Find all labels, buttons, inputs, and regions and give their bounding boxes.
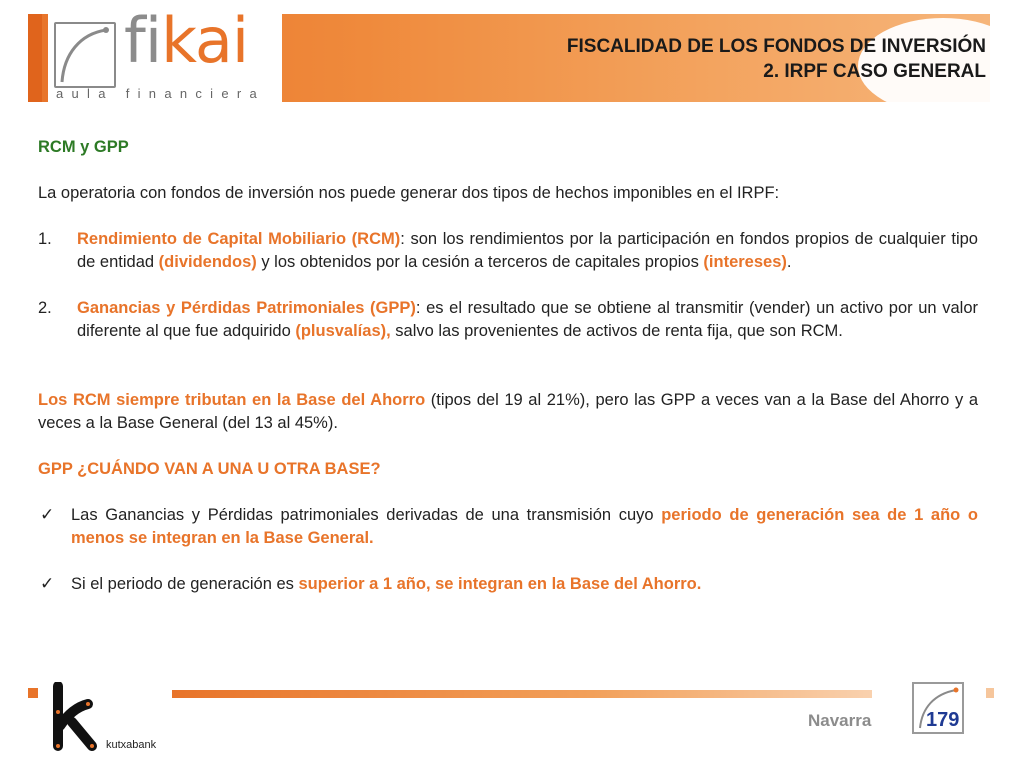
title-line-1: FISCALIDAD DE LOS FONDOS DE INVERSIÓN [566,36,986,57]
logo-subtitle: aula financiera [56,86,266,101]
item-text: : son los rendimientos por la participación en fondos propios de cualquier tipo de entidad [77,230,978,271]
list-item-gpp [38,297,978,343]
footer-tick-right [986,688,994,698]
slide-content [38,136,978,596]
highlight-intereses: (intereses) [703,253,787,271]
kutxabank-k-logo-icon [52,682,104,752]
checkmark-icon: ✓ [40,574,55,594]
check-item-ahorro [38,573,978,596]
list-number: 1. [38,230,52,248]
item-text: : es el resultado que se obtiene al transmitir (vender) un activo por un valor diferente al que fue adquirido [77,299,978,340]
check-item-general [38,504,978,550]
header-stripe [28,14,42,102]
title-line-2: 2. IRPF CASO GENERAL [763,61,986,82]
section-heading: RCM y GPP [38,138,129,156]
question-heading: GPP ¿CUÁNDO VAN A UNA U OTRA BASE? [38,460,381,478]
term-gpp: Ganancias y Pérdidas Patrimoniales (GPP) [77,299,416,317]
rcm-paragraph-text: (tipos del 19 al 21%), pero las GPP a veces van a la Base del Ahorro y a veces a la Base General (del 13 al 45%). [38,391,978,432]
footer-tick-left [28,688,38,698]
page-title [567,34,986,84]
logo-word-orange: kai [161,4,249,77]
region-label: Navarra [808,711,872,730]
rcm-paragraph [38,389,978,435]
check-text: Si el periodo de generación es [71,575,299,593]
highlight-dividendos: (dividendos) [158,253,257,271]
highlight-base-ahorro: superior a 1 año, se integran en la Base del Ahorro. [298,575,702,593]
item-text: y los obtenidos por la cesión a terceros de capitales propios [256,253,704,271]
page-number: 179 [926,709,960,731]
intro-paragraph: La operatoria con fondos de inversión nos puede generar dos tipos de hechos imponibles en el IRPF: [38,184,780,202]
kutxabank-label: kutxabank [106,739,157,751]
check-text: Las Ganancias y Pérdidas patrimoniales derivadas de una transmisión cuyo [71,506,662,524]
fikai-logo-mark-icon [54,22,116,88]
highlight-base-general: periodo de generación sea de 1 año o menos se integran en la Base General. [71,506,978,547]
item-text: salvo las provenientes de activos de renta fija, que son RCM. [390,322,843,340]
highlight-rcm-base: Los RCM siempre tributan en la Base del Ahorro [38,391,426,409]
logo-wordmark [124,4,249,77]
logo-word-grey: fi [124,4,162,77]
highlight-plusvalias: (plusvalías), [295,322,391,340]
list-number: 2. [38,299,52,317]
fikai-logo [48,4,282,102]
term-rcm: Rendimiento de Capital Mobiliario (RCM) [77,230,401,248]
item-text: . [786,253,792,271]
footer-bar [172,690,872,698]
list-item-rcm [38,228,978,274]
checkmark-icon: ✓ [40,505,55,525]
